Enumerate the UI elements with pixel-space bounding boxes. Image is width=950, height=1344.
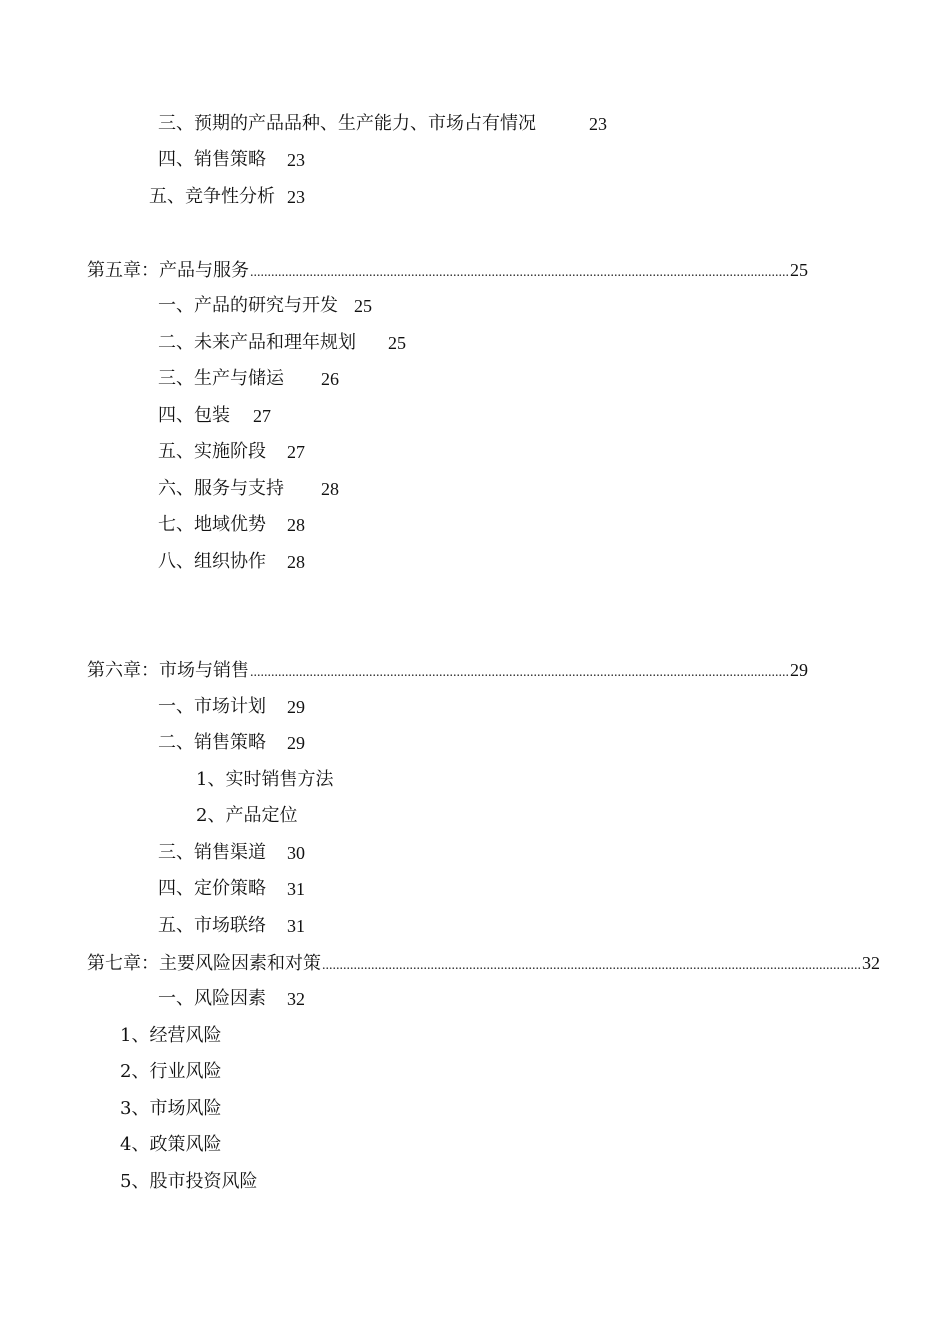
toc-page-number: 28 <box>287 552 305 572</box>
toc-page-number: 27 <box>287 442 305 462</box>
toc-item[interactable]: 一、产品的研究与开发 <box>158 295 338 316</box>
toc-sub-item[interactable]: 2、产品定位 <box>196 805 298 826</box>
toc-item[interactable]: 八、组织协作 <box>158 551 266 572</box>
toc-item[interactable]: 五、竞争性分析 <box>149 186 275 207</box>
toc-risk-item[interactable]: 5、股市投资风险 <box>120 1171 258 1192</box>
toc-item[interactable]: 三、销售渠道 <box>158 842 266 863</box>
toc-page-number: 25 <box>354 296 372 316</box>
toc-item[interactable]: 七、地域优势 <box>158 514 266 535</box>
toc-chapter-7[interactable] <box>87 951 880 975</box>
toc-page-number: 30 <box>287 843 305 863</box>
toc-page-number: 23 <box>287 150 305 170</box>
toc-item[interactable]: 一、市场计划 <box>158 696 266 717</box>
toc-chapter-6[interactable] <box>87 658 807 682</box>
toc-page-number: 29 <box>287 697 305 717</box>
chapter-page-number: 32 <box>862 953 880 973</box>
toc-item[interactable]: 五、市场联络 <box>158 915 266 936</box>
toc-page-number: 23 <box>589 114 607 134</box>
toc-page-number: 23 <box>287 187 305 207</box>
toc-page-number: 31 <box>287 879 305 899</box>
toc-item[interactable]: 四、定价策略 <box>158 878 266 899</box>
toc-page-number: 29 <box>287 733 305 753</box>
toc-page-number: 28 <box>287 515 305 535</box>
toc-page-number: 31 <box>287 916 305 936</box>
toc-risk-item[interactable]: 4、政策风险 <box>120 1134 222 1155</box>
toc-item[interactable]: 四、销售策略 <box>158 149 266 170</box>
toc-risk-item[interactable]: 3、市场风险 <box>120 1098 222 1119</box>
dot-leader: .......................................................................................................................................................... <box>250 665 789 680</box>
dot-leader: .......................................................................................................................................................... <box>322 958 861 973</box>
toc-page-number: 25 <box>388 333 406 353</box>
toc-item[interactable]: 一、风险因素 <box>158 988 266 1009</box>
toc-page-number: 28 <box>321 479 339 499</box>
toc-sub-item[interactable]: 1、实时销售方法 <box>196 769 334 790</box>
toc-item[interactable]: 三、预期的产品品种、生产能力、市场占有情况 <box>158 113 536 134</box>
dot-leader: .......................................................................................................................................................... <box>250 265 789 280</box>
toc-item[interactable]: 五、实施阶段 <box>158 441 266 462</box>
toc-chapter-5[interactable] <box>87 258 807 282</box>
toc-item[interactable]: 六、服务与支持 <box>158 478 284 499</box>
toc-risk-item[interactable]: 2、行业风险 <box>120 1061 222 1082</box>
chapter-title: 第五章：产品与服务 <box>87 260 249 281</box>
toc-item[interactable]: 二、未来产品和理年规划 <box>158 332 356 353</box>
toc-page-number: 27 <box>253 406 271 426</box>
toc-page-number: 26 <box>321 369 339 389</box>
toc-item[interactable]: 四、包装 <box>158 405 230 426</box>
chapter-page-number: 25 <box>790 260 808 280</box>
chapter-page-number: 29 <box>790 660 808 680</box>
toc-risk-item[interactable]: 1、经营风险 <box>120 1025 222 1046</box>
toc-item[interactable]: 二、销售策略 <box>158 732 266 753</box>
toc-item[interactable]: 三、生产与储运 <box>158 368 284 389</box>
toc-page-number: 32 <box>287 989 305 1009</box>
chapter-title: 第七章：主要风险因素和对策 <box>87 953 321 974</box>
chapter-title: 第六章：市场与销售 <box>87 660 249 681</box>
